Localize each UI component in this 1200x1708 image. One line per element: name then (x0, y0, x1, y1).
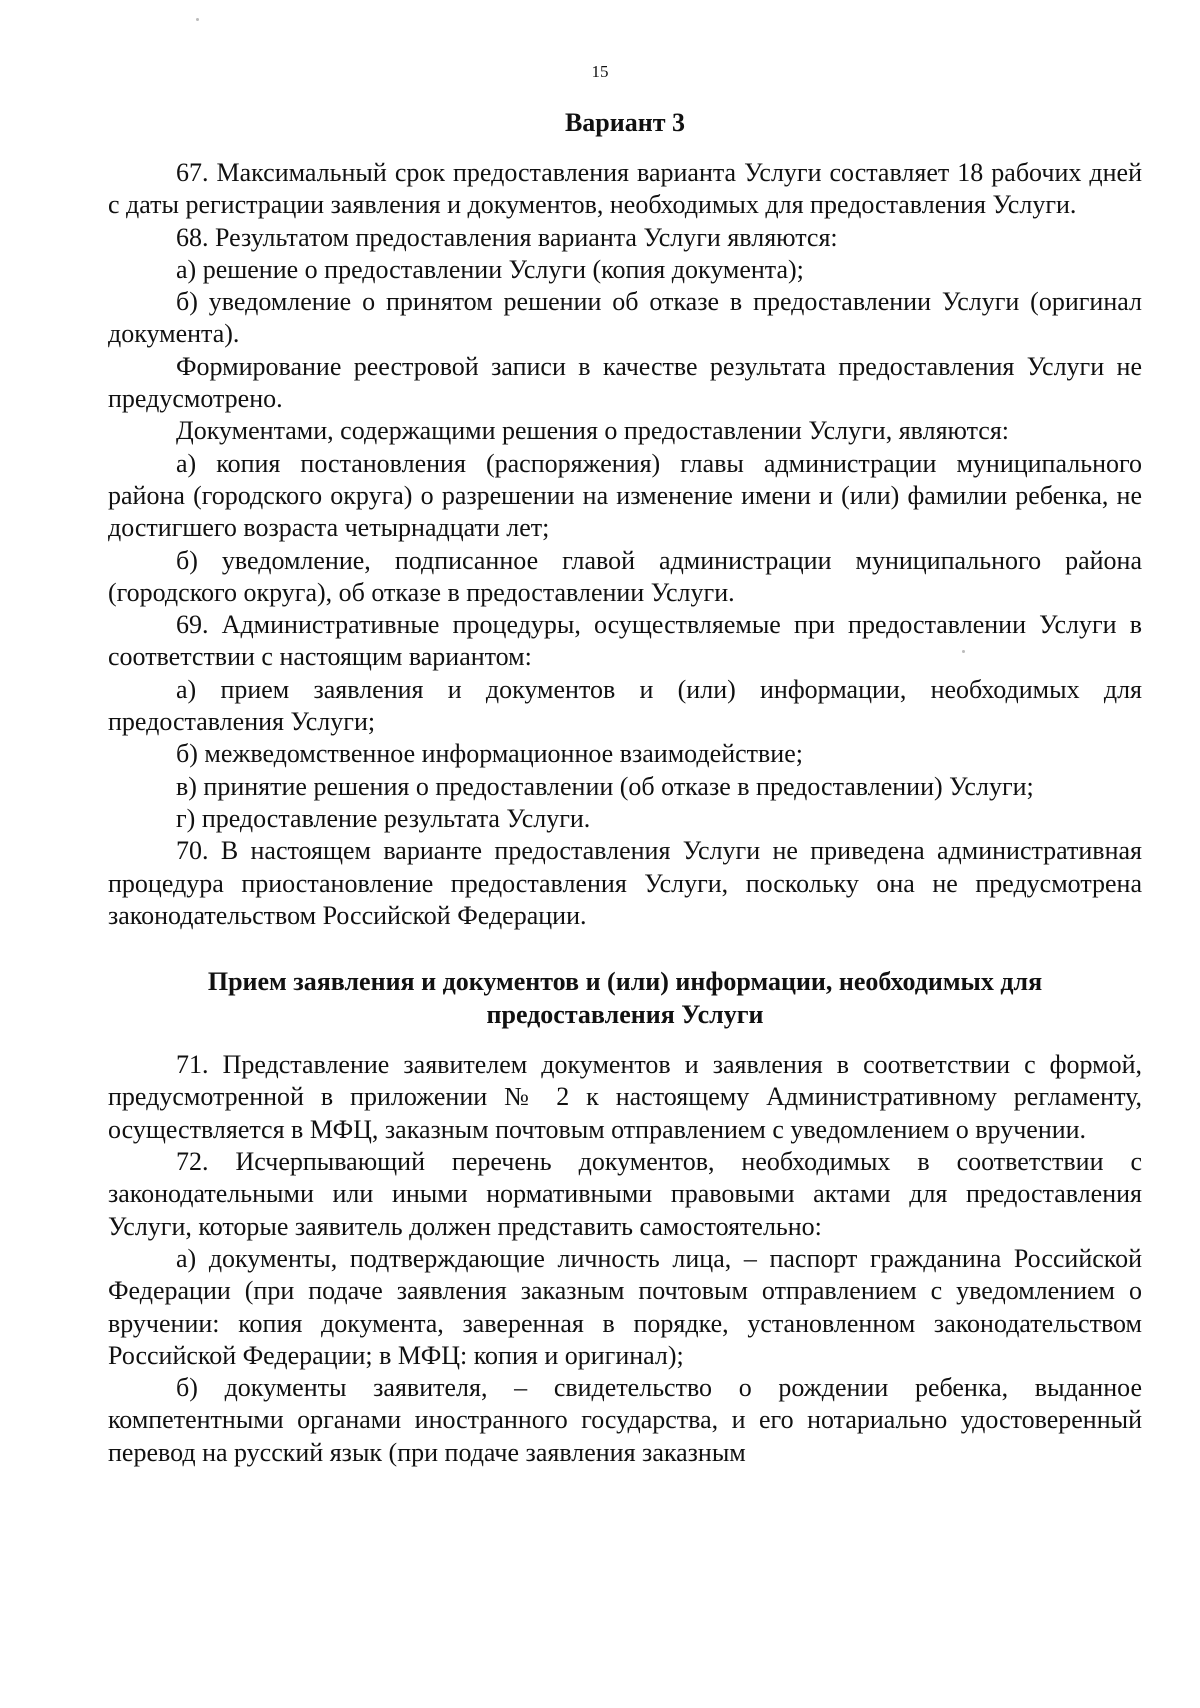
paragraph: Формирование реестровой записи в качестве результата предоставления Услуги не предусмотрено. (108, 351, 1142, 414)
paragraph: б) уведомление о принятом решении об отказе в предоставлении Услуги (оригинал документа). (108, 287, 1142, 349)
paragraph: а) документы, подтверждающие личность лица, – паспорт гражданина Российской Федерации (при подаче заявления заказным почтовым отправлением с уведомлением о вручении: копия документа, заверенная в порядке, установленном законодательством Российской Федерации; в МФЦ: копия и оригинал); (108, 1243, 1142, 1370)
section-variant-3 (108, 157, 1142, 932)
paragraph: 72. Исчерпывающий перечень документов, необходимых в соответствии с законодательными или иными нормативными правовыми актами для предоставления Услуги, которые заявитель должен представить самостоятельно: (108, 1147, 1142, 1241)
paragraph: 68. Результатом предоставления варианта Услуги являются: (176, 222, 838, 252)
paragraph: а) копия постановления (распоряжения) главы администрации муниципального района (городского округа) о разрешении на изменение имени и (или) фамилии ребенка, не достигшего возраста четырнадцати лет; (108, 448, 1142, 543)
page-body (108, 106, 1142, 1469)
section-heading-variant: Вариант 3 (564, 108, 686, 137)
paragraph: в) принятие решения о предоставлении (об отказе в предоставлении) Услуги; (176, 771, 1034, 801)
paragraph: а) решение о предоставлении Услуги (копия документа); (176, 254, 804, 284)
scan-speck (962, 650, 965, 653)
section-reception (108, 1049, 1142, 1469)
page-number: 15 (591, 62, 609, 81)
scan-speck (196, 18, 199, 21)
paragraph: а) прием заявления и документов и (или) информации, необходимых для предоставления Услуги; (108, 674, 1142, 737)
paragraph: 70. В настоящем варианте предоставления Услуги не приведена административная процедура приостановление предоставления Услуги, поскольку она не предусмотрена законодательством Российской Федерации. (108, 836, 1142, 930)
section-heading-reception (108, 965, 1142, 1031)
paragraph: 71. Представление заявителем документов и заявления в соответствии с формой, предусмотренной в приложении № 2 к настоящему Административному регламенту, осуществляется в МФЦ, заказным почтовым отправлением с уведомлением о вручении. (108, 1050, 1142, 1144)
section-heading-line-2: предоставления Услуги (486, 1000, 764, 1030)
paragraph: г) предоставление результата Услуги. (176, 803, 591, 833)
paragraph: Документами, содержащими решения о предоставлении Услуги, являются: (176, 416, 1010, 446)
paragraph: б) уведомление, подписанное главой администрации муниципального района (городского округа), об отказе в предоставлении Услуги. (108, 545, 1142, 607)
paragraph: 69. Административные процедуры, осуществляемые при предоставлении Услуги в соответствии с настоящим вариантом: (108, 610, 1142, 672)
paragraph: 67. Максимальный срок предоставления варианта Услуги составляет 18 рабочих дней с даты регистрации заявления и документов, необходимых для предоставления Услуги. (108, 158, 1142, 220)
paragraph: б) межведомственное информационное взаимодействие; (176, 739, 803, 769)
section-heading-line-1: Прием заявления и документов и (или) информации, необходимых для (207, 967, 1043, 997)
paragraph: б) документы заявителя, – свидетельство о рождении ребенка, выданное компетентными органами иностранного государства, и его нотариально удостоверенный перевод на русский язык (при подаче заявления заказным (108, 1373, 1142, 1467)
